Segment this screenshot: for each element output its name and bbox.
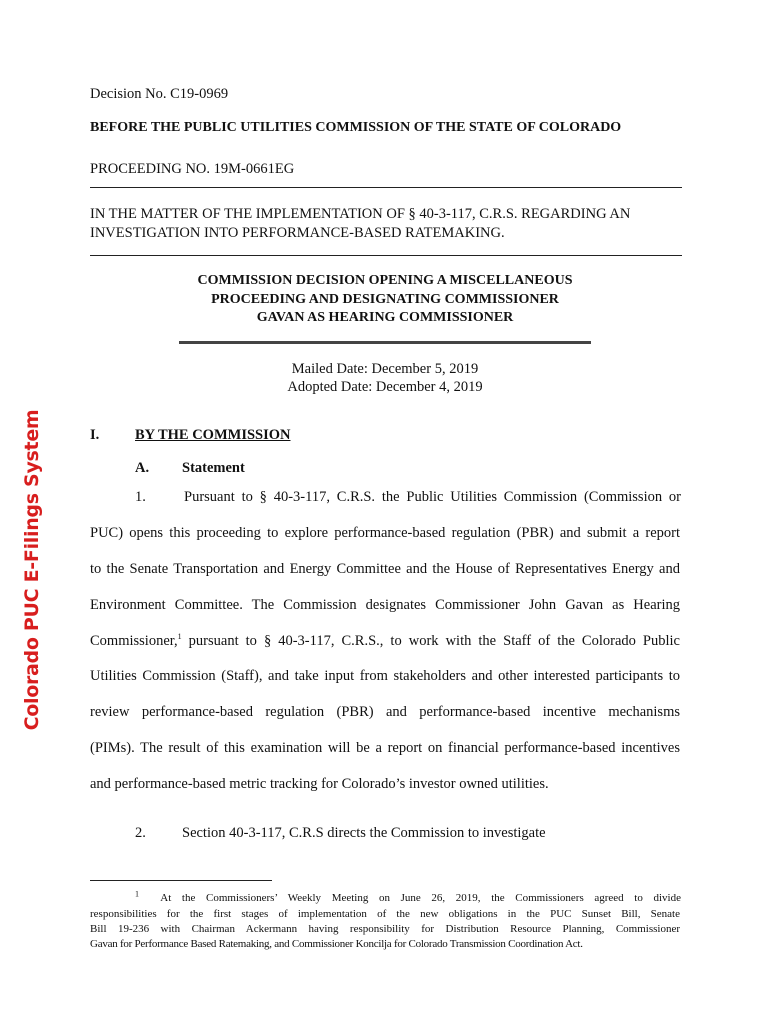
para-1-line-5-b: pursuant to § 40-3-117, C.R.S., to work with the Staff of the Colorado Public bbox=[181, 633, 680, 649]
para-1-line-6: Utilities Commission (Staff), and take input from stakeholders and other interested participants to bbox=[90, 668, 680, 684]
watermark-text: Colorado PUC E-Filings System bbox=[21, 409, 43, 731]
header-divider-top bbox=[90, 187, 682, 188]
para-1-line-2: PUC) opens this proceeding to explore performance-based regulation (PBR) and submit a report bbox=[90, 525, 680, 541]
proceeding-number: PROCEEDING NO. 19M-0661EG bbox=[90, 161, 295, 177]
matter-line-1: IN THE MATTER OF THE IMPLEMENTATION OF § 40-3-117, C.R.S. REGARDING AN bbox=[90, 206, 631, 222]
para-1-line-7: review performance-based regulation (PBR) and performance-based incentive mechanisms bbox=[90, 704, 680, 720]
para-1-line-4: Environment Committee. The Commission designates Commissioner John Gavan as Hearing bbox=[90, 597, 680, 613]
commission-heading: BEFORE THE PUBLIC UTILITIES COMMISSION OF THE STATE OF COLORADO bbox=[90, 120, 622, 135]
subsection-title: Statement bbox=[182, 460, 245, 476]
section-number: I. bbox=[90, 427, 100, 443]
para-2-text: Section 40-3-117, C.R.S directs the Commission to investigate bbox=[182, 825, 546, 841]
title-underline bbox=[179, 341, 591, 344]
para-1-first-line: Pursuant to § 40-3-117, C.R.S. the Public Utilities Commission (Commission or bbox=[184, 489, 681, 505]
decision-number: Decision No. C19-0969 bbox=[90, 86, 229, 102]
para-1-last-line: and performance-based metric tracking for Colorado’s investor owned utilities. bbox=[90, 776, 549, 792]
footnote-line-3: Bill 19-236 with Chairman Ackermann having responsibility for Distribution Resource Planning, Commissioner bbox=[90, 923, 680, 935]
header-divider-bottom bbox=[90, 255, 682, 256]
footnote-marker: 1 bbox=[135, 889, 139, 899]
para-1-line-8: (PIMs). The result of this examination will be a report on financial performance-based incentives bbox=[90, 740, 680, 756]
para-1-number: 1. bbox=[135, 489, 146, 505]
subsection-letter: A. bbox=[135, 460, 150, 476]
decision-title-line-2: PROCEEDING AND DESIGNATING COMMISSIONER bbox=[211, 292, 559, 307]
para-2-number: 2. bbox=[135, 825, 146, 841]
footnote-separator bbox=[90, 880, 272, 881]
footnote-line-2: responsibilities for the first stages of implementation of the new obligations in the PUC Sunset Bill, Senate bbox=[90, 908, 680, 920]
footnote-ref-1[interactable]: 1 bbox=[177, 632, 182, 642]
decision-title-line-3: GAVAN AS HEARING COMMISSIONER bbox=[256, 310, 514, 325]
footnote-first-text: At the Commissioners’ Weekly Meeting on June 26, 2019, the Commissioners agreed to divide bbox=[160, 892, 681, 904]
adopted-date: Adopted Date: December 4, 2019 bbox=[287, 379, 483, 395]
section-heading: BY THE COMMISSION bbox=[135, 427, 291, 443]
para-1-line-5 bbox=[90, 632, 680, 650]
matter-line-2: INVESTIGATION INTO PERFORMANCE-BASED RATEMAKING. bbox=[90, 225, 505, 241]
mailed-date: Mailed Date: December 5, 2019 bbox=[291, 361, 479, 377]
para-1-line-3: to the Senate Transportation and Energy Committee and the House of Representatives Energy and bbox=[90, 561, 680, 577]
footnote-last-line: Gavan for Performance Based Ratemaking, and Commissioner Koncilja for Colorado Transmission Coordination Act. bbox=[90, 938, 583, 950]
efilings-watermark bbox=[12, 409, 52, 731]
decision-title-line-1: COMMISSION DECISION OPENING A MISCELLANEOUS bbox=[197, 273, 573, 288]
para-1-line-5-a: Commissioner, bbox=[90, 633, 178, 649]
footnote-line-1 bbox=[135, 890, 681, 906]
